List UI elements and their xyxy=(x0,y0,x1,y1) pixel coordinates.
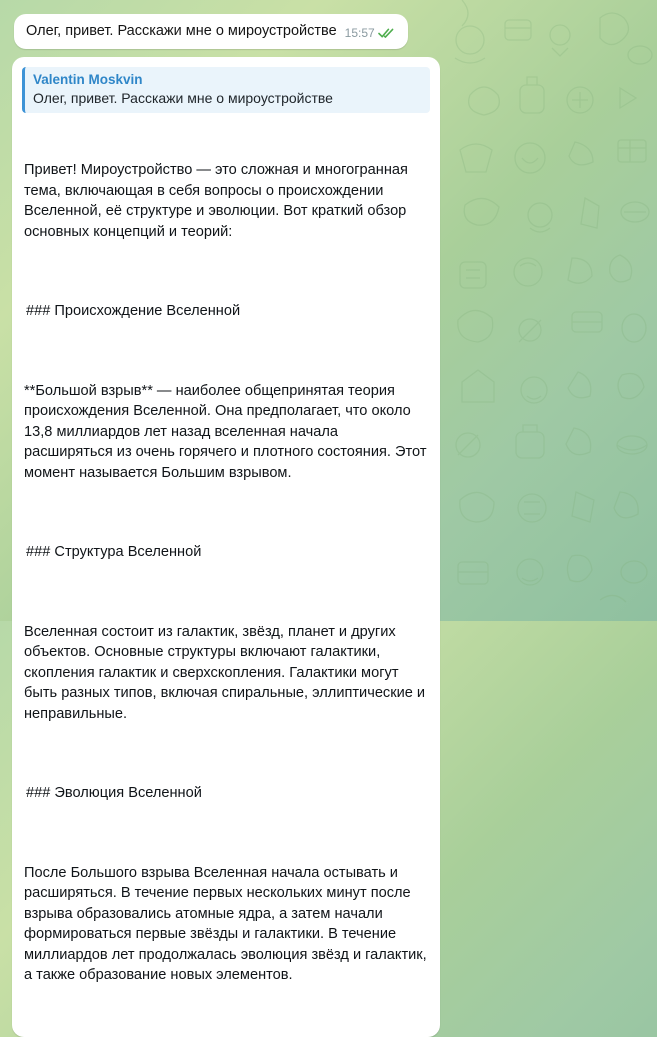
message-paragraph: Привет! Мироустройство — это сложная и многогранная тема, включающая в себя вопросы о происхождении Вселенной, её структуре и эволюции. Вот краткий обзор основных концепций и теорий: xyxy=(24,162,412,240)
message-heading: ### Эволюция Вселенной xyxy=(26,785,202,801)
reply-quote-text: Олег, привет. Расскажи мне о мироустройстве xyxy=(33,90,333,106)
message-meta xyxy=(345,26,396,41)
message-paragraph: После Большого взрыва Вселенная начала остывать и расширяться. В течение первых нескольких минут после взрыва образовались атомные ядра, а затем начали формироваться первые звёзды и галактики. В течение миллиардов лет продолжалась эволюция звёзд и галактик, а также образование новых элементов. xyxy=(24,864,431,983)
incoming-message-row xyxy=(0,49,657,1037)
message-heading: ### Структура Вселенной xyxy=(26,544,202,560)
outgoing-message-bubble[interactable] xyxy=(14,14,408,49)
outgoing-message-row xyxy=(0,8,657,49)
message-paragraph: Вселенная состоит из галактик, звёзд, планет и других объектов. Основные структуры включают галактики, скопления галактик и сверхскопления. Галактики могут быть разных типов, включая спиральные, эллиптические и неправильные. xyxy=(24,623,430,722)
outgoing-message-text: Олег, привет. Расскажи мне о мироустройстве xyxy=(26,23,337,39)
reply-quote-block[interactable] xyxy=(22,67,430,113)
message-paragraph: **Большой взрыв** — наиболее общепринятая теория происхождения Вселенной. Она предполагает, что около 13,8 миллиардов лет назад вселенная начала расширяться из очень горячего и плотного состояния. Этот момент называется Большим взрывом. xyxy=(24,382,431,481)
message-heading: ### Происхождение Вселенной xyxy=(26,303,241,319)
incoming-message-bubble[interactable] xyxy=(12,57,440,1037)
double-check-icon xyxy=(378,27,396,39)
message-time: 15:57 xyxy=(344,26,375,40)
reply-quote-author: Valentin Moskvin xyxy=(33,72,143,87)
incoming-message-body xyxy=(22,119,430,1027)
